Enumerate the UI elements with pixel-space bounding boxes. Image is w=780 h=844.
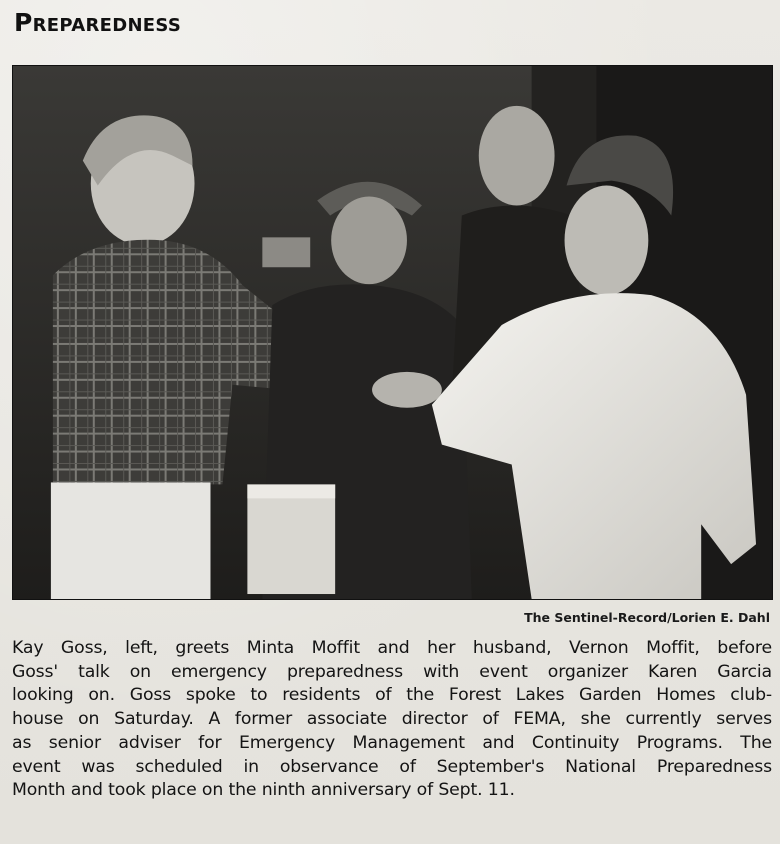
- section-heading: Preparedness: [14, 8, 182, 37]
- caption-line: looking on. Goss spoke to residents of the Forest Lakes Garden Homes club-: [12, 685, 772, 706]
- caption-line: as senior adviser for Emergency Management and Continuity Programs. The: [12, 732, 772, 753]
- caption-line: house on Saturday. A former associate director of FEMA, she currently serves: [12, 709, 772, 730]
- photo-illustration: [13, 66, 772, 599]
- caption-line: Goss' talk on emergency preparedness with event organizer Karen Garcia: [12, 661, 772, 682]
- caption-line: event was scheduled in observance of September's National Preparedness: [12, 756, 772, 777]
- photo-credit: The Sentinel-Record/Lorien E. Dahl: [524, 610, 770, 625]
- caption-line: Month and took place on the ninth anniversary of Sept. 11.: [12, 780, 515, 801]
- caption-line: Kay Goss, left, greets Minta Moffit and her husband, Vernon Moffit, before: [12, 638, 772, 658]
- news-photo: [12, 65, 773, 600]
- photo-caption: [12, 637, 772, 803]
